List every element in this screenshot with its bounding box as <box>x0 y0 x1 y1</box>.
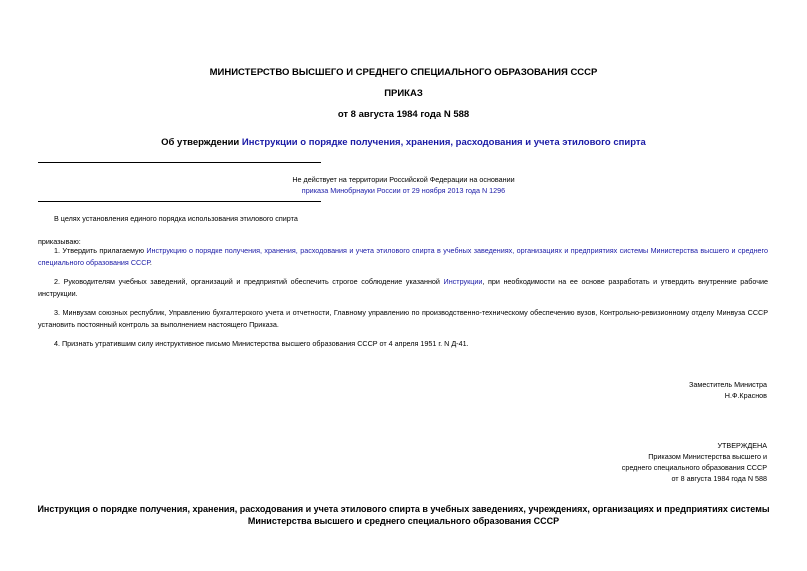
paragraph-1 <box>38 245 768 268</box>
approval-line-1: УТВЕРЖДЕНА <box>717 441 767 450</box>
instruction-link[interactable]: Инструкцию о порядке получения, хранения, расходования и учета этилового спирта в учебных заведениях, организациях и предприятиях системы Министерства высшего и среднего специального образования СССР <box>38 246 768 267</box>
notice-line: Не действует на территории Российской Федерации на основании <box>292 175 515 184</box>
document-title <box>0 137 807 148</box>
instruction-heading-line-2: Министерства высшего и среднего специального образования СССР <box>247 516 560 526</box>
instruction-short-link[interactable]: Инструкции <box>443 277 483 286</box>
paragraph-2 <box>38 276 768 299</box>
approval-line-2: Приказом Министерства высшего и <box>648 452 767 461</box>
signature-position: Заместитель Министра <box>689 380 767 389</box>
paragraph-2-prefix: 2. Руководителям учебных заведений, организаций и предприятий обеспечить строгое соблюдение указанной <box>54 277 444 286</box>
approval-block <box>622 440 767 484</box>
date-number-heading: от 8 августа 1984 года N 588 <box>337 109 470 120</box>
signature-block <box>689 379 767 401</box>
instruction-heading-line-1: Инструкция о порядке получения, хранения, расходования и учета этилового спирта в учебных заведениях, учреждениях, организациях и предприятиях системы <box>37 504 770 514</box>
repeal-order-link[interactable]: приказа Минобрнауки России от 29 ноября 2013 года N 1296 <box>301 186 506 195</box>
paragraph-2-suffix: , при необходимости на ее основе разработать и утвердить внутренние рабочие инструкции. <box>38 277 768 298</box>
approval-line-3: среднего специального образования СССР <box>621 463 767 472</box>
notice-bottom-divider <box>38 201 321 202</box>
instruction-heading <box>20 503 787 527</box>
instruction-title-link[interactable]: Инструкции о порядке получения, хранения, расходования и учета этилового спирта <box>241 137 646 148</box>
approval-line-4: от 8 августа 1984 года N 588 <box>671 474 767 483</box>
notice-top-divider <box>38 162 321 163</box>
paragraph-1-suffix: . <box>149 257 152 267</box>
paragraph-4: 4. Признать утратившим силу инструктивное письмо Министерства высшего образования СССР от 4 апреля 1951 г. N Д-41. <box>54 339 469 348</box>
intro-paragraph: В целях установления единого порядка использования этилового спирта <box>54 214 298 223</box>
order-word: приказываю: <box>38 237 81 246</box>
document-title-prefix: Об утверждении <box>161 137 242 148</box>
ministry-heading: МИНИСТЕРСТВО ВЫСШЕГО И СРЕДНЕГО СПЕЦИАЛЬНОГО ОБРАЗОВАНИЯ СССР <box>209 67 598 78</box>
paragraph-3: 3. Минвузам союзных республик, Управлению бухгалтерского учета и отчетности, Главному управлению по производственно-техническому обеспечению вузов, Контрольно-ревизионному отделу Минвуза СССР установить постоянный контроль за выполнением настоящего Приказа. <box>38 308 768 329</box>
paragraph-1-prefix: 1. Утвердить прилагаемую <box>54 246 147 255</box>
signature-name: Н.Ф.Краснов <box>724 391 767 400</box>
doc-type-heading: ПРИКАЗ <box>384 88 423 99</box>
